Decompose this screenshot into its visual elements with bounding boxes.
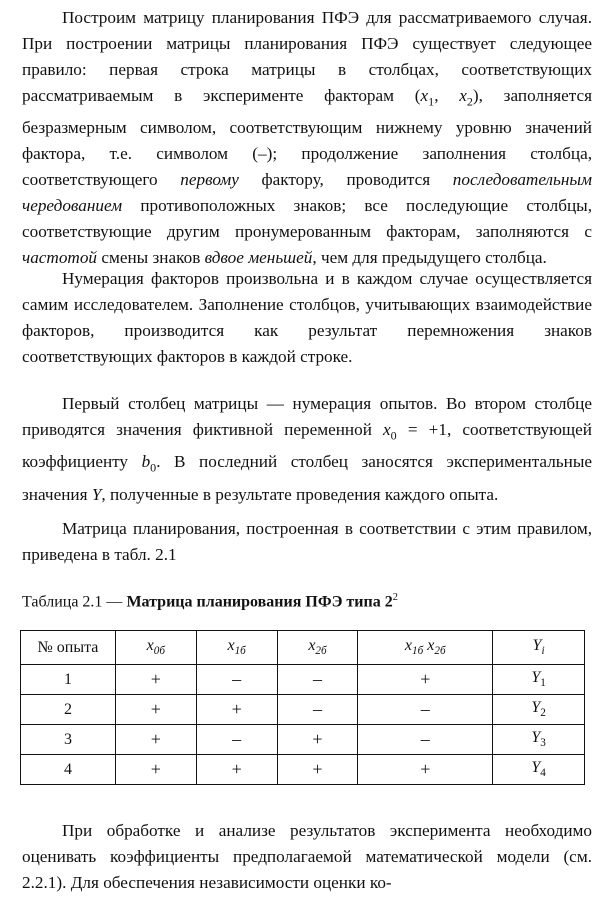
table-caption — [22, 587, 398, 613]
cell-x1x2: + — [358, 755, 493, 785]
text-run: ), заполняется безразмерным символом, соответствующим нижнему уровню значений фактора, т.е. символом (–); продолжение заполнения столбца, соответствующего — [22, 85, 593, 189]
cell-x0: + — [115, 755, 196, 785]
caption-prefix: Таблица 2.1 — — [22, 593, 127, 611]
cell-number: 1 — [21, 665, 116, 695]
math-sub: 2б — [434, 645, 446, 658]
header-x0 — [115, 631, 196, 665]
math-x: x — [227, 637, 235, 655]
math-y: Y — [531, 759, 541, 777]
cell-y — [493, 725, 585, 755]
text-run: противоположных знаков; все последующие столбцы, соответствующие другим пронумерованным факторам, заполняются с — [22, 195, 592, 241]
math-sub: 1б — [234, 645, 246, 658]
math-sub: 1 — [428, 94, 435, 109]
cell-x0: + — [115, 695, 196, 725]
header-x2 — [277, 631, 358, 665]
math-sub: 2б — [315, 645, 327, 658]
emphasis: вдвое меньшей — [204, 247, 313, 267]
table-row — [21, 755, 585, 785]
math-x: x — [459, 85, 467, 105]
text-run: , чем для предыдущего столбца. — [312, 247, 547, 267]
cell-number: 2 — [21, 695, 116, 725]
table-row — [21, 695, 585, 725]
math-y: Y — [531, 669, 541, 687]
caption-exponent: 2 — [392, 592, 398, 603]
math-sub: 1б — [412, 645, 424, 658]
math-sub: 2 — [466, 94, 473, 109]
header-y — [493, 631, 585, 665]
cell-x2: – — [277, 695, 358, 725]
cell-y — [493, 755, 585, 785]
table-row — [21, 725, 585, 755]
emphasis: первому — [180, 169, 239, 189]
math-x: x — [420, 85, 429, 105]
paragraph-5: При обработке и анализе результатов эксперимента необходимо оценивать коэффициенты предполагаемой математической модели (см. 2.2.1). Для обеспечения независимости оценки ко- — [22, 821, 592, 892]
math-x: x — [427, 637, 435, 655]
math-sub: 3 — [540, 737, 546, 750]
header-x1x2 — [358, 631, 493, 665]
cell-x0: + — [115, 725, 196, 755]
math-sub: 2 — [540, 707, 546, 720]
text-run: = +1 — [396, 419, 447, 439]
paragraph-2: Нумерация факторов произвольна и в каждом случае осуществляется самим исследователем. Заполнение столбцов, учитывающих взаимодействие факторов, производится как результат перемножения знаков соответствующих факторов в каждой строке. — [22, 269, 592, 366]
table-row — [21, 665, 585, 695]
header-experiment-number: № опыта — [21, 631, 116, 665]
cell-number: 3 — [21, 725, 116, 755]
math-y: Y — [91, 484, 102, 504]
paragraph-4: Матрица планирования, построенная в соответствии с этим правилом, приведена в табл. 2.1 — [22, 519, 592, 564]
cell-y — [493, 665, 585, 695]
math-b: b — [141, 452, 151, 472]
text-run: Первый столбец матрицы — нумерация опытов. Во втором столбце приводятся значения фиктивной переменной — [22, 394, 592, 439]
cell-number: 4 — [21, 755, 116, 785]
math-sub: 0б — [153, 645, 165, 658]
text-run: смены знаков — [97, 247, 205, 267]
math-comma: , — [434, 85, 460, 105]
math-x: x — [146, 637, 154, 655]
emphasis: последовательным чередованием — [22, 169, 592, 215]
paragraph-3 — [22, 391, 592, 508]
math-y: Y — [531, 699, 541, 717]
cell-x2: – — [277, 665, 358, 695]
cell-x0: + — [115, 665, 196, 695]
cell-x1x2: + — [358, 665, 493, 695]
cell-x1x2: – — [358, 725, 493, 755]
math-x: x — [383, 419, 391, 439]
math-x: x — [308, 637, 316, 655]
caption-title: Матрица планирования ПФЭ типа 2 — [126, 593, 393, 611]
table-header-row — [21, 631, 585, 665]
math-sub: 1 — [540, 677, 546, 690]
cell-x1x2: – — [358, 695, 493, 725]
header-x1 — [196, 631, 277, 665]
cell-x2: + — [277, 725, 358, 755]
cell-y — [493, 695, 585, 725]
cell-x1: + — [196, 695, 277, 725]
math-x: x — [404, 637, 413, 655]
cell-x1: + — [196, 755, 277, 785]
text-run: . В последний столбец заносятся экспериментальные значения — [22, 452, 592, 504]
text-run: Построим матрицу планирования ПФЭ для рассматриваемого случая. При построении матрицы планирования ПФЭ существует следующее правило: первая строка матрицы в столбцах, соответствующих рассматриваемым в эксперименте факторам ( — [22, 8, 592, 105]
math-sub: 0 — [390, 428, 397, 443]
text-run: , полученные в результате проведения каждого опыта. — [101, 484, 499, 504]
cell-x2: + — [277, 755, 358, 785]
math-sub: 0 — [150, 460, 157, 475]
text-run: фактору, проводится — [238, 169, 453, 189]
math-y: Y — [532, 637, 542, 655]
cell-x1: – — [196, 725, 277, 755]
planning-matrix-table — [20, 630, 585, 785]
math-sub: i — [541, 645, 545, 658]
cell-x1: – — [196, 665, 277, 695]
emphasis: частотой — [22, 247, 98, 267]
math-y: Y — [531, 729, 541, 747]
text-run: , соответствующей коэффициенту — [22, 419, 592, 472]
math-sub: 4 — [540, 767, 546, 780]
paragraph-1 — [22, 5, 592, 271]
